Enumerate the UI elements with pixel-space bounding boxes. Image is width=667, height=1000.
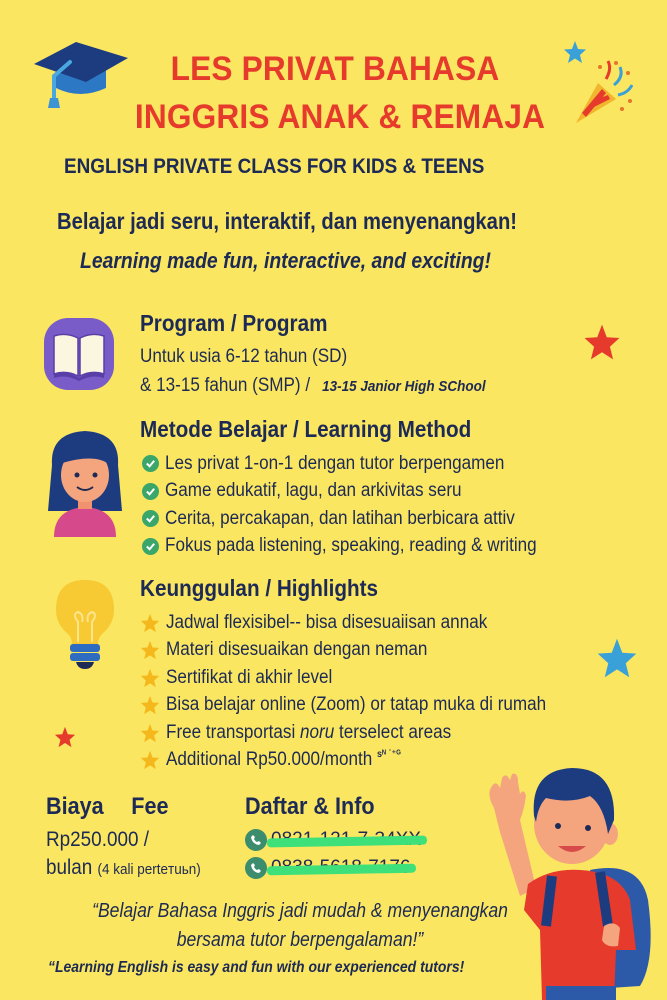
quote-id-line-2: bersama tutor berpengalaman!” bbox=[176, 929, 424, 951]
party-popper-icon bbox=[572, 55, 637, 130]
tagline-id: Belajar jadi seru, interaktif, dan menyenangkan! bbox=[57, 208, 518, 234]
method-list bbox=[142, 450, 578, 560]
phone-number bbox=[271, 829, 421, 851]
small-red-star-icon bbox=[54, 726, 76, 748]
fee-heading bbox=[46, 793, 168, 821]
star-bullet-icon bbox=[140, 613, 160, 633]
waving-boy-icon bbox=[480, 750, 667, 1000]
highlight-item: Materi disesuaikan dengan neman bbox=[140, 637, 588, 665]
method-item: Cerita, percakapan, dan latihan berbicara attiv bbox=[142, 505, 578, 533]
check-icon bbox=[142, 538, 159, 555]
tagline-en: Learning made fun, interactive, and exciting! bbox=[80, 248, 491, 273]
title-line-2: INGGRIS ANAK & REMAJA bbox=[134, 98, 546, 136]
star-bullet-icon bbox=[140, 750, 160, 770]
contact-heading: Daftar & Info bbox=[245, 793, 375, 820]
program-line-2-italic: 13-15 Janior High SChool bbox=[322, 378, 486, 395]
highlight-item: Additional Rp50.000/month $^{sᴺ ˙^+ᴳ}$ bbox=[140, 747, 588, 775]
fee-heading-en: Fee bbox=[131, 793, 169, 820]
highlight-item: Free transportasi noru terselect areas bbox=[140, 719, 588, 747]
method-item: Game edukatif, lagu, dan arkivitas seru bbox=[142, 478, 578, 506]
lightbulb-icon bbox=[52, 578, 118, 670]
red-star-icon bbox=[583, 323, 621, 361]
quote-id-line-1: “Belajar Bahasa Inggris jadi mudah & menyenangkan bbox=[92, 900, 508, 922]
star-bullet-icon bbox=[140, 668, 160, 688]
program-line-2-main: & 13-15 fahun (SMP) / bbox=[140, 375, 311, 396]
contact-phones bbox=[245, 826, 421, 882]
check-icon bbox=[142, 483, 159, 500]
phone-link[interactable] bbox=[245, 826, 421, 854]
fee-period-note: (4 kali perteтuьn) bbox=[97, 861, 201, 878]
phone-number bbox=[271, 857, 410, 879]
girl-avatar-icon bbox=[40, 425, 130, 537]
check-icon bbox=[142, 455, 159, 472]
quote-en: “Learning English is easy and fun with our experienced tutors! bbox=[48, 959, 465, 976]
star-bullet-icon bbox=[140, 723, 160, 743]
method-item: Fokus pada listening, speaking, reading & writing bbox=[142, 533, 578, 561]
highlight-item: Jadwal flexisibel-- bisa disesuaiisan annak bbox=[140, 609, 588, 637]
subtitle: ENGLISH PRIVATE CLASS FOR KIDS & TEENS bbox=[64, 155, 485, 178]
blue-star-icon bbox=[596, 637, 638, 679]
title-line-1: LES PRIVAT BAHASA bbox=[170, 50, 500, 88]
phone-icon bbox=[245, 829, 267, 851]
highlights-heading: Keunggulan / Highlights bbox=[140, 575, 379, 601]
method-item: Les privat 1-on-1 dengan tutor berpengamen bbox=[142, 450, 578, 478]
fee-period: bulan (4 kali perteтuьn) bbox=[46, 856, 201, 879]
phone-link[interactable] bbox=[245, 854, 421, 882]
fee-price: Rp250.000 / bbox=[46, 828, 149, 851]
book-icon bbox=[44, 318, 114, 390]
fee-heading-id: Biaya bbox=[46, 793, 104, 820]
star-bullet-icon bbox=[140, 640, 160, 660]
highlight-item: Bisa belajar online (Zoom) or tatap muka di rumah bbox=[140, 692, 588, 720]
program-line-1: Untuk usia 6-12 tahun (SD) bbox=[140, 346, 348, 367]
check-icon bbox=[142, 510, 159, 527]
program-line-2 bbox=[140, 375, 486, 397]
method-heading: Metode Belajar / Learning Method bbox=[140, 416, 472, 442]
star-bullet-icon bbox=[140, 695, 160, 715]
program-heading: Program / Program bbox=[140, 310, 328, 336]
highlight-item: Sertifikat di akhir level bbox=[140, 664, 588, 692]
phone-icon bbox=[245, 857, 267, 879]
